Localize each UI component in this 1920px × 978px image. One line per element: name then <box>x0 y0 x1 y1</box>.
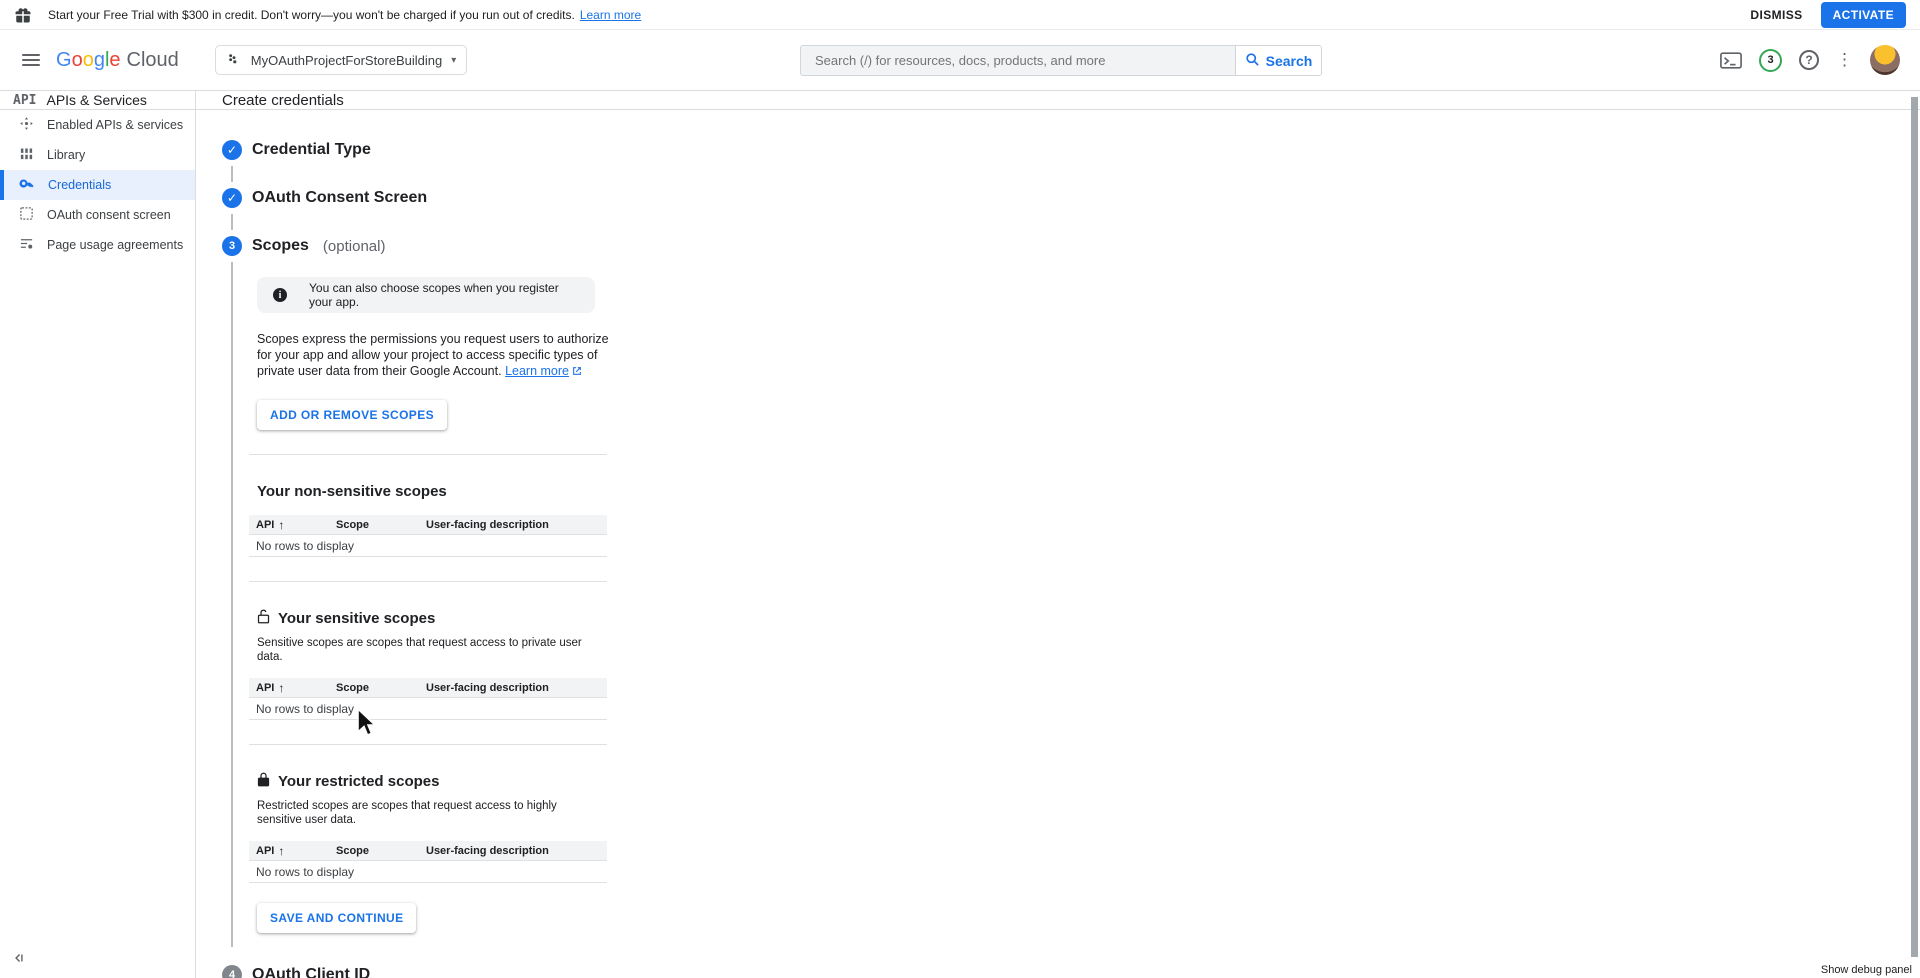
avatar[interactable] <box>1870 45 1900 75</box>
consent-screen-icon <box>19 206 34 224</box>
search-bar <box>800 45 1322 76</box>
sidebar-item-library[interactable] <box>0 140 195 170</box>
add-or-remove-scopes-button[interactable]: ADD OR REMOVE SCOPES <box>257 400 447 430</box>
notifications-badge[interactable]: 3 <box>1759 49 1782 72</box>
learn-more-link[interactable]: Learn more <box>505 364 569 378</box>
sidebar-header <box>0 91 195 110</box>
column-label: User-facing description <box>426 518 549 531</box>
column-label: Scope <box>336 518 370 531</box>
empty-table-row: No rows to display <box>249 535 607 557</box>
column-label: User-facing description <box>426 844 549 857</box>
key-icon <box>19 176 35 195</box>
column-label: Scope <box>336 844 370 857</box>
step-label: OAuth Consent Screen <box>252 189 428 206</box>
column-header-description[interactable] <box>419 519 607 531</box>
lock-open-icon <box>257 609 270 628</box>
section-title: Your restricted scopes <box>278 773 440 790</box>
activate-button[interactable]: ACTIVATE <box>1821 2 1906 28</box>
enabled-apis-icon <box>19 116 34 134</box>
column-header-scope[interactable] <box>329 682 419 694</box>
step-number-badge: 3 <box>222 236 242 256</box>
step-oauth-client-id[interactable] <box>222 965 1920 978</box>
restricted-scopes-heading <box>257 772 1920 791</box>
sort-ascending-icon: ↑ <box>278 517 285 532</box>
divider <box>249 744 607 745</box>
sensitive-scopes-heading <box>257 609 1920 628</box>
sidebar-item-page-usage[interactable] <box>0 230 195 260</box>
logo-letter: g <box>93 48 105 71</box>
page-title: Create credentials <box>222 91 344 109</box>
create-credentials-stepper <box>196 110 1920 978</box>
step-complete-icon: ✓ <box>222 140 242 160</box>
non-sensitive-scopes-heading <box>257 482 1920 501</box>
library-icon <box>19 146 34 164</box>
search-button[interactable] <box>1235 46 1321 75</box>
menu-icon[interactable] <box>22 54 40 66</box>
project-icon <box>226 51 242 70</box>
scopes-description <box>257 331 609 380</box>
sidebar-item-label: Credentials <box>48 178 112 192</box>
column-header-api[interactable] <box>249 518 329 532</box>
main-content <box>196 91 1920 978</box>
column-label: API <box>256 518 275 531</box>
step-complete-icon: ✓ <box>222 188 242 208</box>
column-header-description[interactable] <box>419 682 607 694</box>
sidebar-title: APIs & Services <box>46 92 147 108</box>
logo-letter: e <box>109 48 121 71</box>
step-number-badge: 4 <box>222 965 242 978</box>
column-label: User-facing description <box>426 681 549 694</box>
logo-letter: l <box>104 48 110 71</box>
project-selector[interactable] <box>215 45 468 75</box>
section-title: Your non-sensitive scopes <box>257 483 447 500</box>
logo-letter: o <box>82 48 94 71</box>
sidebar <box>0 91 196 978</box>
sidebar-item-label: Page usage agreements <box>47 238 184 252</box>
app-header <box>0 30 1920 91</box>
step-connector <box>231 214 233 230</box>
banner-text: Start your Free Trial with $300 in credit. Don't worry—you won't be charged if you run out of credits. <box>48 7 575 22</box>
sidebar-item-label: OAuth consent screen <box>47 208 171 222</box>
column-header-description[interactable] <box>419 845 607 857</box>
step-credential-type[interactable] <box>222 140 1920 160</box>
sensitive-scopes-table <box>249 678 607 720</box>
more-options-icon[interactable]: ⋮ <box>1836 50 1853 69</box>
search-icon <box>1245 52 1260 70</box>
section-title: Your sensitive scopes <box>278 610 436 627</box>
step-label: Credential Type <box>252 141 371 158</box>
step-connector <box>231 166 233 182</box>
non-sensitive-scopes-table <box>249 515 607 557</box>
project-name: MyOAuthProjectForStoreBuilding <box>250 52 443 68</box>
help-icon[interactable]: ? <box>1799 50 1819 70</box>
info-icon: i <box>273 288 287 302</box>
logo-letter: G <box>56 48 72 71</box>
divider <box>249 454 607 455</box>
external-link-icon <box>572 364 582 380</box>
dismiss-button[interactable]: DISMISS <box>1750 7 1803 22</box>
step-label: Scopes <box>252 237 309 254</box>
step-optional-label: (optional) <box>322 237 386 255</box>
search-field[interactable] <box>801 46 1235 75</box>
step-oauth-consent-screen[interactable] <box>222 188 1920 208</box>
divider <box>249 581 607 582</box>
free-trial-banner <box>0 0 1920 30</box>
step-label: OAuth Client ID <box>252 966 371 978</box>
restricted-scopes-subtitle: Restricted scopes are scopes that request access to highly sensitive user data. <box>257 800 557 826</box>
logo-cloud-text: Cloud <box>126 48 179 71</box>
column-label: API <box>256 681 275 694</box>
column-header-scope[interactable] <box>329 519 419 531</box>
collapse-sidebar-icon[interactable] <box>12 951 26 970</box>
sort-ascending-icon: ↑ <box>278 680 285 695</box>
column-header-scope[interactable] <box>329 845 419 857</box>
show-debug-panel-link[interactable]: Show debug panel <box>1820 964 1912 976</box>
search-button-label: Search <box>1265 52 1313 69</box>
page-usage-icon <box>19 236 34 254</box>
step-scopes[interactable] <box>222 236 1920 256</box>
sensitive-scopes-subtitle: Sensitive scopes are scopes that request access to private user data. <box>257 637 582 663</box>
restricted-scopes-table <box>249 841 607 883</box>
google-cloud-logo <box>56 49 179 72</box>
save-and-continue-button[interactable]: SAVE AND CONTINUE <box>257 903 416 933</box>
sort-ascending-icon: ↑ <box>278 843 285 858</box>
column-label: Scope <box>336 681 370 694</box>
column-header-api[interactable] <box>249 844 329 858</box>
sidebar-item-enabled-apis[interactable] <box>0 110 195 140</box>
chevron-down-icon: ▾ <box>451 54 457 66</box>
scopes-step-body <box>231 262 1920 947</box>
sidebar-item-credentials[interactable] <box>0 170 195 200</box>
sidebar-item-label: Library <box>47 148 86 162</box>
scopes-description-text: Scopes express the permissions you request users to authorize for your app and allow your project to access specific types of private user data from their Google Account. <box>257 332 609 378</box>
sidebar-item-label: Enabled APIs & services <box>47 118 184 132</box>
gift-icon <box>14 6 32 24</box>
banner-learn-more-link[interactable]: Learn more <box>579 7 642 22</box>
empty-table-row: No rows to display <box>249 698 607 720</box>
cloud-shell-icon[interactable] <box>1720 52 1742 69</box>
empty-table-row: No rows to display <box>249 861 607 883</box>
scopes-info-banner <box>257 277 595 313</box>
sidebar-item-oauth-consent[interactable] <box>0 200 195 230</box>
column-header-api[interactable] <box>249 681 329 695</box>
vertical-scrollbar[interactable] <box>1911 97 1918 957</box>
column-label: API <box>256 844 275 857</box>
api-logo-icon: API <box>13 92 37 108</box>
info-banner-text: You can also choose scopes when you register your app. <box>309 281 559 309</box>
lock-closed-icon <box>257 772 270 791</box>
logo-letter: o <box>71 48 83 71</box>
search-input[interactable] <box>801 53 1235 68</box>
